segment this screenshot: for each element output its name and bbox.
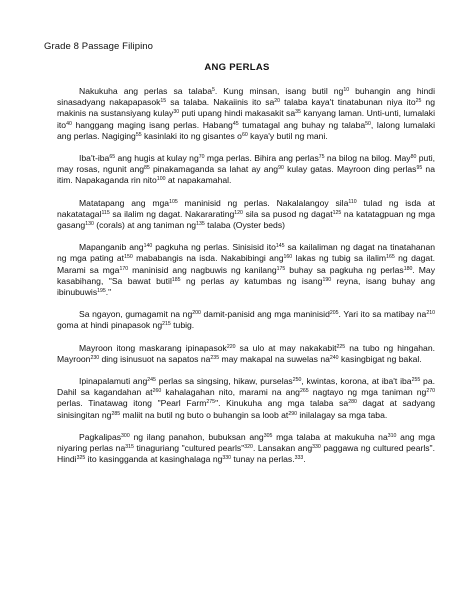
- paragraph-text: na bilog na bilog. May: [324, 153, 411, 164]
- word-count-marker: 95: [416, 165, 423, 172]
- word-count-marker: 310: [387, 432, 397, 439]
- word-count-marker: 45: [232, 120, 239, 127]
- passage-paragraph: [57, 309, 435, 331]
- paragraph-text: inilalagay sa mga taba.: [296, 409, 388, 420]
- paragraph-text: tunay na perlas.: [231, 454, 295, 465]
- word-count-marker: 100: [156, 176, 166, 183]
- word-count-marker: 275: [206, 399, 216, 406]
- paragraph-text: at napakamahal.: [165, 175, 232, 186]
- paragraph-text: , kwintas, korona, at iba't iba: [301, 376, 412, 387]
- word-count-marker: 180: [403, 265, 413, 272]
- word-count-marker: 15: [160, 98, 167, 105]
- paragraph-text: tubig.: [170, 320, 195, 331]
- word-count-marker: 115: [101, 209, 110, 216]
- word-count-marker: 145: [275, 243, 285, 250]
- word-count-marker: 195: [97, 288, 106, 295]
- paragraph-text: perlas sa singsing, hikaw, purselas: [155, 376, 293, 387]
- paragraph-text: kanyang laman. Unti-unti, lumalaki ito: [57, 108, 435, 130]
- paragraph-text: nagtayo ng mga taniman ng: [308, 387, 427, 398]
- word-count-marker: 110: [348, 198, 357, 205]
- paragraph-text: dagat at sadyang sinisingitan ng: [57, 398, 435, 420]
- paragraph-text: maninisid ang nagbuwis ng kanilang: [128, 264, 277, 275]
- word-count-marker: 75: [318, 154, 325, 161]
- paragraph-text: perlas. Tinatawag itong "Pearl Farm: [57, 398, 207, 409]
- word-count-marker: 90: [278, 165, 284, 172]
- word-count-marker: 245: [147, 377, 156, 384]
- word-count-marker: 270: [426, 388, 435, 395]
- word-count-marker: 25: [415, 98, 422, 105]
- paragraph-text: sa talaba. Nakaiinis ito sa: [166, 97, 275, 108]
- word-count-marker: 240: [329, 354, 339, 361]
- passage-paragraph: [57, 242, 435, 298]
- paragraph-text: sa ulo at may nakakabit: [235, 342, 337, 353]
- passage-body: [57, 86, 435, 476]
- word-count-marker: 85: [144, 165, 150, 172]
- paragraph-text: . May kasabihang, "Sa bawat butil: [57, 264, 436, 286]
- passage-paragraph: [57, 376, 435, 421]
- paragraph-text: Ipinapalamuti ang: [79, 376, 148, 387]
- word-count-marker: 120: [234, 209, 243, 216]
- paragraph-text: na katatagpuan ng mga gasang: [57, 208, 435, 231]
- paragraph-text: sila sa pusod ng dagat: [242, 208, 333, 219]
- word-count-marker: 285: [111, 410, 121, 417]
- word-count-marker: 200: [192, 310, 201, 317]
- word-count-marker: 80: [410, 154, 417, 161]
- word-count-marker: 330: [222, 455, 232, 462]
- paragraph-text: maninisid ng perlas. Nakalalangoy sila: [177, 197, 349, 208]
- paragraph-text: .: [303, 454, 306, 465]
- paragraph-text: Pagkalipas: [79, 431, 122, 442]
- word-count-marker: 175: [276, 265, 286, 272]
- word-count-marker: 190: [322, 276, 332, 283]
- word-count-marker: 35: [295, 109, 301, 116]
- word-count-marker: 235: [210, 354, 220, 361]
- paragraph-text: ng makinis na sustansiyang kulay: [57, 97, 435, 119]
- word-count-marker: 125: [332, 209, 342, 216]
- paragraph-text: damit-panisid ang mga maninisid: [200, 309, 330, 320]
- word-count-marker: 140: [143, 243, 153, 250]
- paragraph-text: pinakamaganda sa lahat ay ang: [149, 164, 279, 175]
- word-count-marker: 305: [263, 432, 273, 439]
- paragraph-text: ng ilang panahon, bubuksan ang: [129, 431, 264, 442]
- paragraph-text: may makapal na suwelas na: [219, 353, 330, 364]
- word-count-marker: 20: [274, 98, 281, 105]
- word-count-marker: 65: [109, 154, 116, 161]
- word-count-marker: 60: [241, 131, 248, 138]
- paragraph-text: hanggang maging isang perlas. Habang: [71, 119, 233, 130]
- paragraph-text: reyna, isang buhay ang ibinubuwis: [57, 275, 435, 298]
- paragraph-text: sa ilalim ng dagat. Nakararating: [109, 208, 235, 219]
- paragraph-text: ang mga niyaring perlas na: [57, 431, 435, 454]
- paragraph-text: na itim. Napakaganda rin nito: [57, 164, 435, 186]
- word-count-marker: 10: [343, 87, 350, 93]
- paragraph-text: . Lansakan ang: [252, 443, 313, 454]
- paragraph-text: . Yari ito sa matibay na: [338, 309, 427, 320]
- word-count-marker: 205: [329, 310, 339, 317]
- word-count-marker: 55: [135, 131, 142, 138]
- paragraph-text: Mapanganib ang: [79, 242, 144, 253]
- word-count-marker: 300: [121, 432, 130, 439]
- word-count-marker: 290: [288, 410, 297, 417]
- word-count-marker: 30: [173, 109, 180, 116]
- paragraph-text: , lalong lumalaki ang perlas. Nagiging: [57, 119, 435, 141]
- word-count-marker: 215: [162, 321, 171, 328]
- paragraph-text: paggawa ng cultured pearls". Hindi: [57, 443, 435, 465]
- paragraph-text: talaba kaya't tinatabunan niya ito: [280, 97, 416, 108]
- paragraph-text: tumatagal ang buhay ng talaba: [238, 119, 366, 130]
- word-count-marker: 210: [426, 310, 435, 317]
- word-count-marker: 325: [76, 455, 86, 462]
- paragraph-text: mga perlas. Bihira ang perlas: [204, 153, 319, 164]
- word-count-marker: 220: [226, 343, 236, 350]
- word-count-marker: 265: [299, 388, 309, 395]
- paragraph-text: ng perlas ay katumbas ng isang: [180, 275, 323, 286]
- word-count-marker: 260: [152, 388, 162, 395]
- paragraph-text: Iba't-iba: [79, 153, 110, 164]
- paragraph-text: puti, may rosas, ngunit ang: [57, 153, 435, 175]
- paragraph-text: ding isinusuot na sapatos na: [99, 353, 211, 364]
- passage-paragraph: [57, 86, 435, 142]
- paragraph-text: Mayroon itong maskarang ipinapasok: [79, 342, 227, 353]
- paragraph-text: buhangin ang hindi sinasadyang nakapapasok: [57, 86, 435, 108]
- paragraph-text: na tubo ng hingahan. Mayroon: [57, 342, 435, 364]
- passage-title: ANG PERLAS: [204, 62, 270, 73]
- word-count-marker: 135: [196, 221, 205, 228]
- word-count-marker: 165: [386, 254, 395, 261]
- word-count-marker: 315: [125, 444, 134, 451]
- paragraph-text: kasingbigat ng bakal.: [338, 353, 422, 364]
- paragraph-text: kulay gatas. Mayroon ding perlas: [283, 164, 417, 175]
- paragraph-text: puti upang hindi makasakit sa: [179, 108, 296, 119]
- paragraph-text: goma at hindi pinapasok ng: [57, 320, 163, 331]
- paragraph-text: kahalagahan nito, marami na ang: [161, 387, 300, 398]
- paragraph-text: maliit na butil ng buto o buhangin sa loob at: [120, 409, 289, 420]
- grade-level-label: Grade 8 Passage Filipino: [44, 41, 154, 52]
- paragraph-text: ito kasingganda at kasinghalaga ng: [85, 454, 223, 465]
- word-count-marker: 225: [336, 343, 346, 350]
- paragraph-text: kasinlaki ito ng gisantes o: [141, 130, 242, 141]
- paragraph-text: talaba (Oyster beds): [204, 220, 285, 231]
- word-count-marker: 70: [198, 154, 205, 161]
- paragraph-text: (corals) at ang taniman ng: [93, 220, 197, 231]
- word-count-marker: 280: [348, 399, 357, 406]
- passage-paragraph: [57, 153, 435, 187]
- paragraph-text: tinaguriang "cultured pearls": [133, 443, 245, 454]
- paragraph-text: Matatapang ang mga: [79, 197, 170, 208]
- word-count-marker: 320: [244, 444, 253, 451]
- word-count-marker: 40: [66, 120, 72, 127]
- paragraph-text: Sa ngayon, gumagamit na ng: [79, 309, 193, 320]
- paragraph-text: ". Kinukuha ang mga talaba sa: [215, 398, 349, 409]
- passage-paragraph: [57, 432, 435, 466]
- word-count-marker: 330: [312, 444, 321, 451]
- paragraph-text: . Kung minsan, isang butil ng: [214, 86, 344, 96]
- word-count-marker: 255: [411, 377, 421, 384]
- paragraph-text: pa. Dahil sa kagandahan at: [57, 376, 435, 398]
- word-count-marker: 130: [85, 221, 94, 228]
- paragraph-text: pagkuha ng perlas. Sinisisid ito: [152, 242, 276, 253]
- word-count-marker: 105: [169, 198, 178, 205]
- paragraph-text: tulad ng isda at nakatatagal: [57, 197, 435, 219]
- word-count-marker: 170: [119, 265, 129, 272]
- paragraph-text: ang hugis at kulay ng: [115, 153, 199, 164]
- word-count-marker: 230: [90, 354, 100, 361]
- paragraph-text: kaya'y butil ng mani.: [247, 130, 328, 141]
- paragraph-text: buhay sa pagkuha ng perlas: [285, 264, 404, 275]
- word-count-marker: 5: [211, 87, 215, 93]
- paragraph-text: ng dagat. Marami sa mga: [57, 253, 435, 275]
- word-count-marker: 250: [292, 377, 302, 384]
- word-count-marker: 185: [171, 276, 181, 283]
- word-count-marker: 160: [283, 254, 293, 261]
- paragraph-text: Nakukuha ang perlas sa talaba: [79, 86, 212, 96]
- word-count-marker: 333: [294, 455, 304, 462]
- paragraph-text: .": [105, 287, 112, 298]
- paragraph-text: mababangis na isda. Nakabibingi ang: [132, 253, 284, 264]
- word-count-marker: 150: [124, 254, 133, 261]
- paragraph-text: lakas ng tubig sa ilalim: [292, 253, 387, 264]
- passage-paragraph: [57, 343, 435, 365]
- passage-paragraph: [57, 198, 435, 232]
- paragraph-text: sa kailaliman ng dagat na tinatahanan ng mga pating at: [57, 242, 435, 264]
- paragraph-text: mga talaba at makukuha na: [272, 431, 388, 442]
- word-count-marker: 50: [365, 120, 371, 127]
